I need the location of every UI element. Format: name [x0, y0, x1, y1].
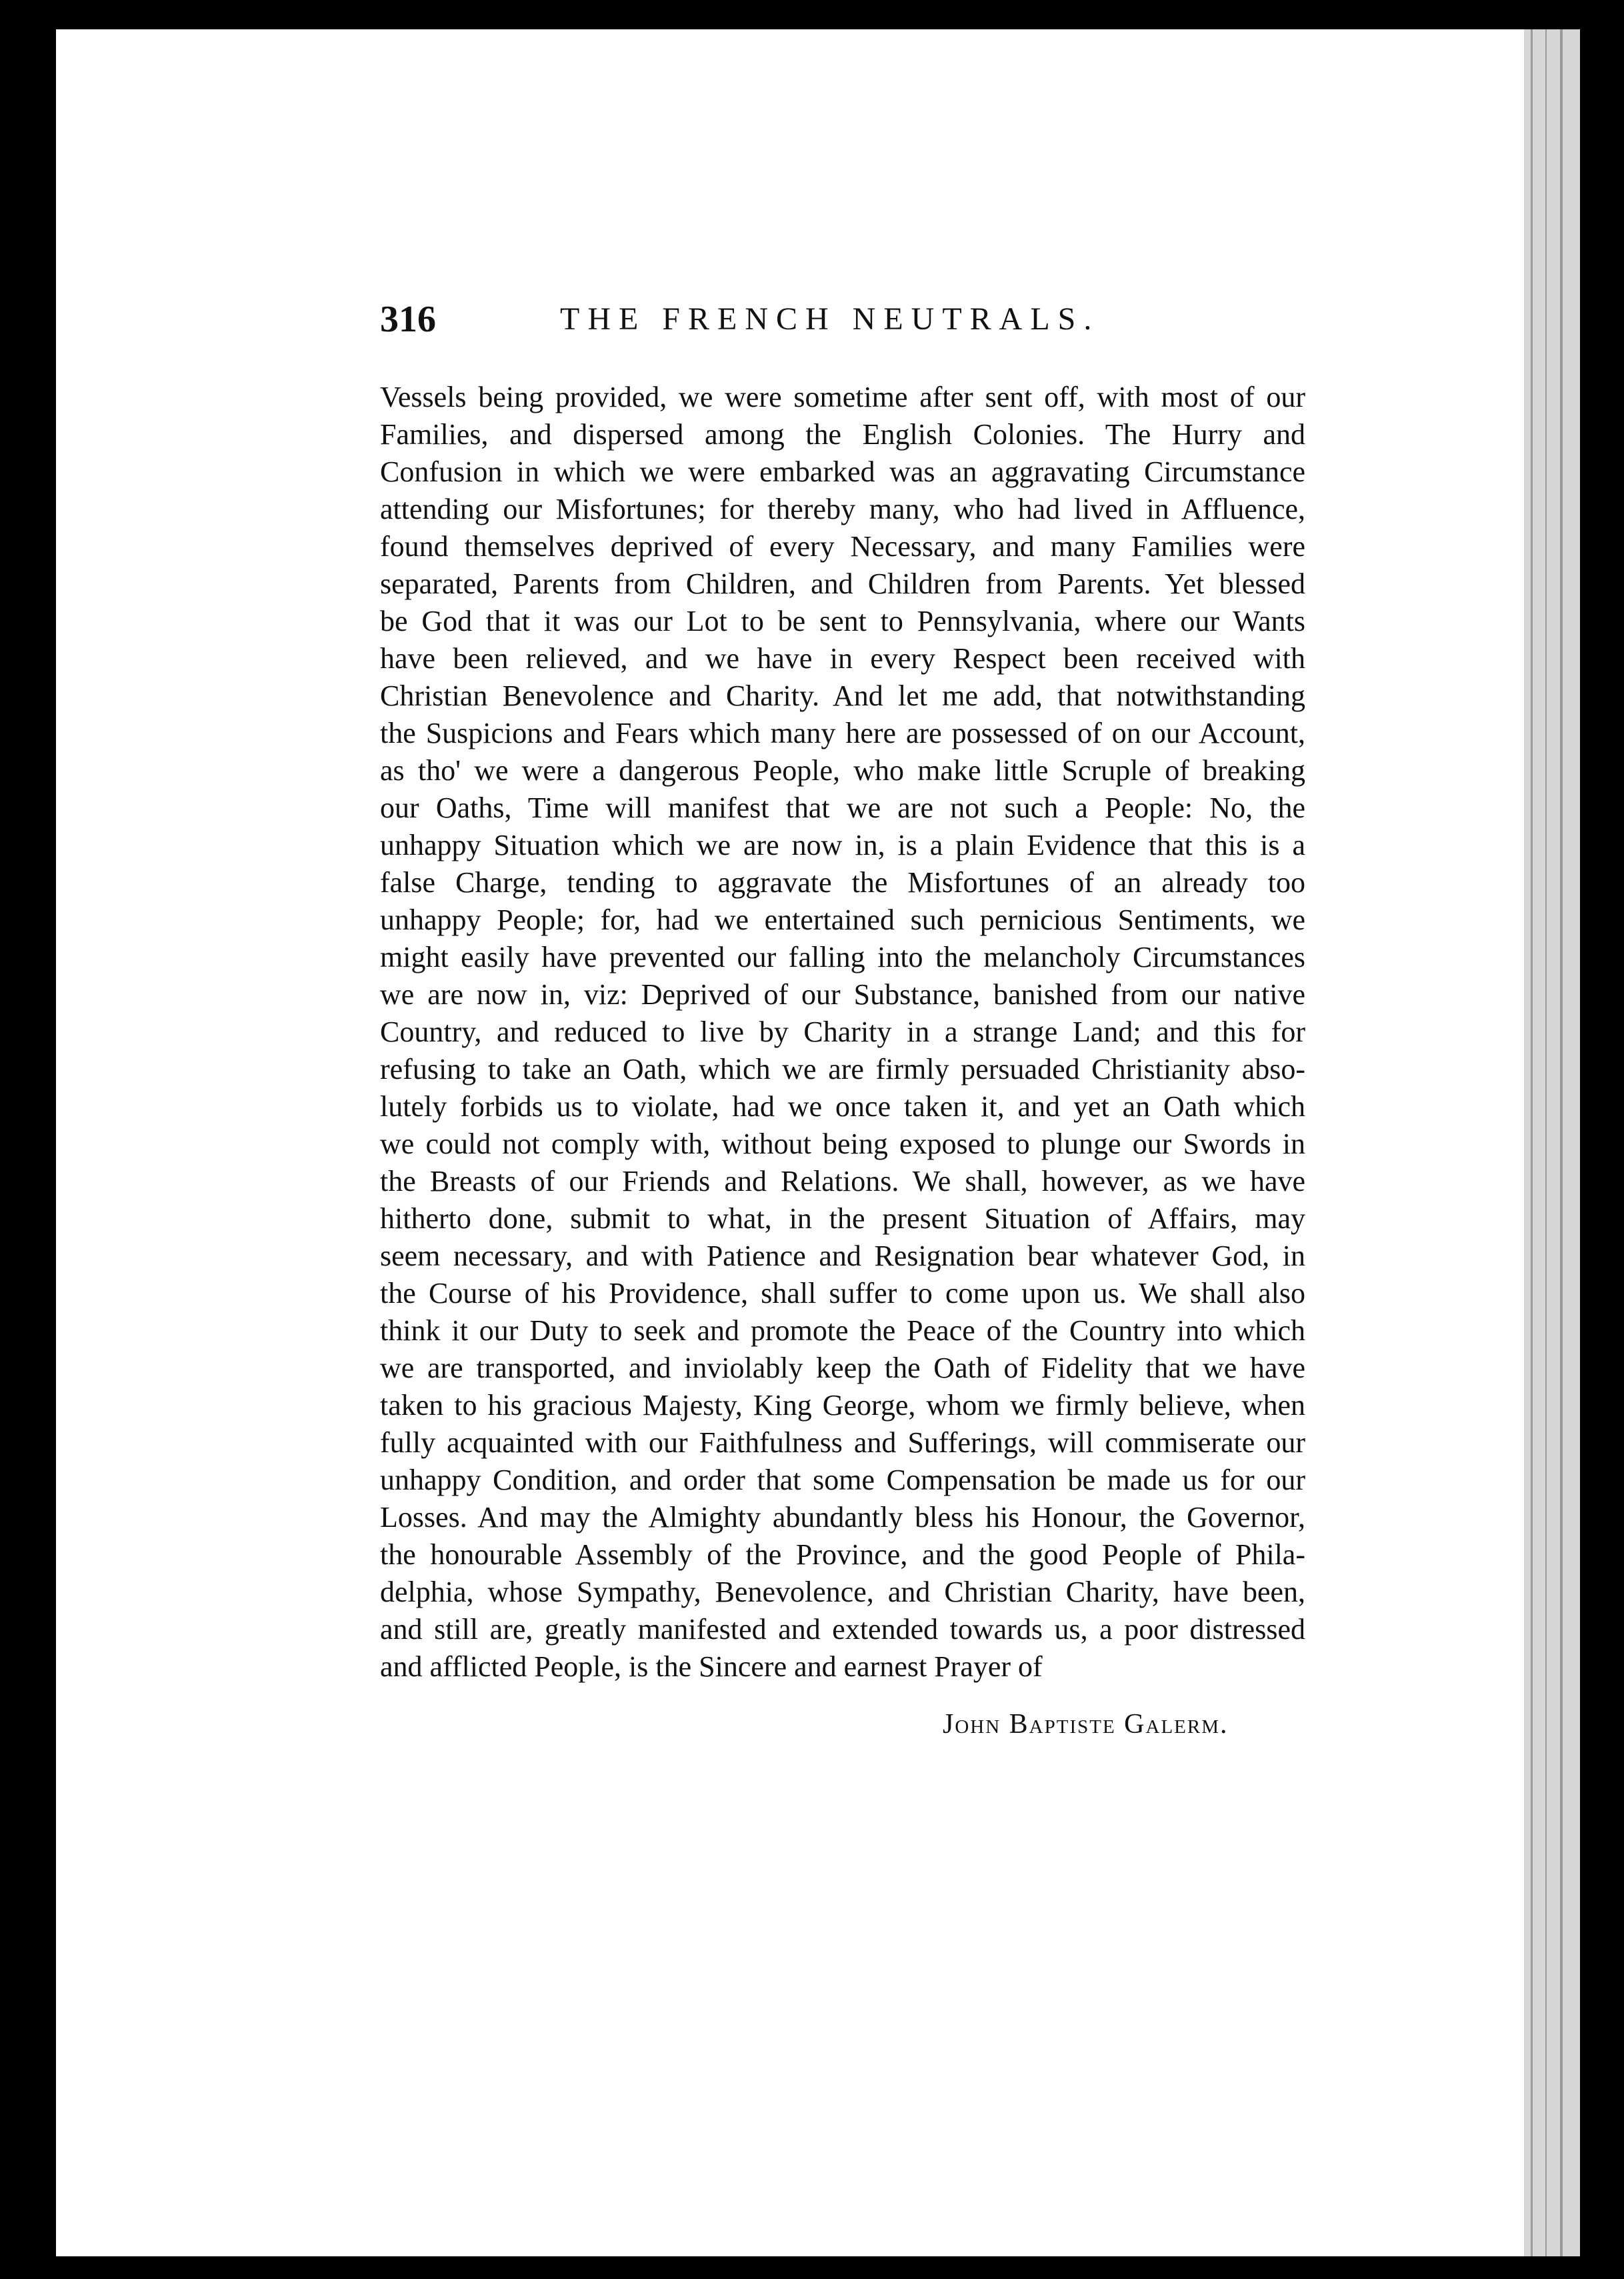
text-line: think it our Duty to seek and promote the Peace of the Country into which [380, 1314, 1305, 1347]
text-line: delphia, whose Sympathy, Benevolence, and Christian Charity, have been, [380, 1576, 1305, 1608]
text-line: Christian Benevolence and Charity. And let me add, that notwithstanding [380, 679, 1305, 712]
text-line: we are transported, and inviolably keep the Oath of Fidelity that we have [380, 1352, 1305, 1384]
text-line: seem necessary, and with Patience and Resignation bear whatever God, in [380, 1240, 1305, 1272]
text-line: we are now in, viz: Deprived of our Substance, banished from our native [380, 978, 1305, 1011]
body-text [380, 379, 1305, 1686]
running-head: THE FRENCH NEUTRALS. [560, 301, 1100, 337]
text-line: refusing to take an Oath, which we are firmly persuaded Christianity abso- [380, 1053, 1305, 1085]
text-line: Families, and dispersed among the English Colonies. The Hurry and [380, 418, 1305, 451]
text-line: have been relieved, and we have in every Respect been received with [380, 642, 1305, 675]
text-line: the honourable Assembly of the Province, and the good People of Phila- [380, 1538, 1305, 1571]
text-line: Vessels being provided, we were sometime after sent off, with most of our [380, 381, 1305, 413]
text-line: and afflicted People, is the Sincere and earnest Prayer of [380, 1650, 1043, 1683]
text-line: unhappy Condition, and order that some Compensation be made us for our [380, 1464, 1305, 1496]
text-line: as tho' we were a dangerous People, who make little Scruple of breaking [380, 754, 1305, 787]
text-line: the Course of his Providence, shall suffer to come upon us. We shall also [380, 1277, 1305, 1310]
text-line: Losses. And may the Almighty abundantly bless his Honour, the Governor, [380, 1501, 1305, 1534]
text-line: and still are, greatly manifested and extended towards us, a poor distressed [380, 1613, 1305, 1646]
text-line: separated, Parents from Children, and Children from Parents. Yet blessed [380, 567, 1305, 600]
text-line: unhappy Situation which we are now in, is a plain Evidence that this is a [380, 829, 1305, 861]
text-line: fully acquainted with our Faithfulness and Sufferings, will commiserate our [380, 1426, 1305, 1459]
text-line: Country, and reduced to live by Charity in a strange Land; and this for [380, 1015, 1305, 1048]
text-line: taken to his gracious Majesty, King George, whom we firmly believe, when [380, 1389, 1305, 1422]
page-header [380, 296, 1300, 343]
text-line: our Oaths, Time will manifest that we are not such a People: No, the [380, 791, 1305, 824]
text-line: the Suspicions and Fears which many here are possessed of on our Account, [380, 717, 1305, 749]
text-line: hitherto done, submit to what, in the present Situation of Affairs, may [380, 1202, 1305, 1235]
text-line: false Charge, tending to aggravate the Misfortunes of an already too [380, 866, 1305, 899]
text-line: we could not comply with, without being exposed to plunge our Swords in [380, 1127, 1305, 1160]
text-line: be God that it was our Lot to be sent to Pennsylvania, where our Wants [380, 605, 1305, 637]
text-line: might easily have prevented our falling into the melancholy Circumstances [380, 941, 1305, 973]
page-edge-line [1545, 29, 1547, 2256]
text-line: lutely forbids us to violate, had we once taken it, and yet an Oath which [380, 1090, 1305, 1123]
text-line: the Breasts of our Friends and Relations. We shall, however, as we have [380, 1165, 1305, 1198]
text-line: found themselves deprived of every Necessary, and many Families were [380, 530, 1305, 563]
page-edge-line [1560, 29, 1563, 2256]
page-number: 316 [380, 299, 436, 340]
page-edge-line [1531, 29, 1533, 2256]
text-line: Confusion in which we were embarked was an aggravating Circumstance [380, 455, 1305, 488]
text-line: attending our Misfortunes; for thereby many, who had lived in Affluence, [380, 493, 1305, 525]
signature: John Baptiste Galerm. [943, 1709, 1229, 1740]
text-line: unhappy People; for, had we entertained such pernicious Sentiments, we [380, 903, 1305, 936]
